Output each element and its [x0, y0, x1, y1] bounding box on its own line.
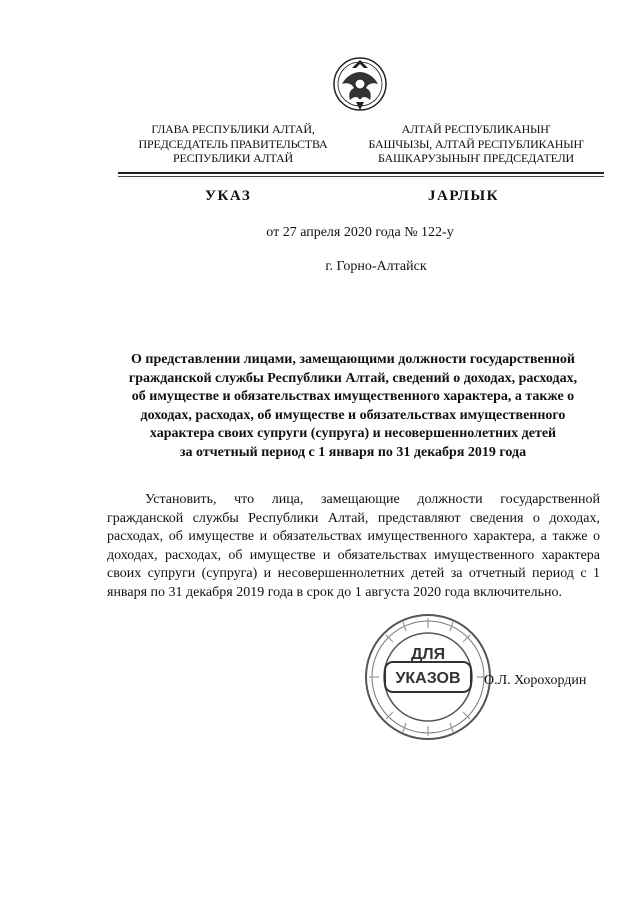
stamp-line-1: ДЛЯ — [410, 646, 446, 663]
subject-line: об имуществе и обязательствах имущественного характера, а также о — [131, 389, 575, 405]
header-divider-thin — [118, 176, 604, 177]
header-divider — [118, 172, 604, 174]
header-left-line: ГЛАВА РЕСПУБЛИКИ АЛТАЙ, — [151, 122, 315, 136]
doc-subject — [100, 351, 606, 463]
subject-line: гражданской службы Республики Алтай, сведений о доходах, расходах, — [128, 370, 578, 386]
doc-body: Установить, что лица, замещающие должности государственной гражданской службы Республики Алтай, представляют сведения о доходах, расходах, об имуществе и обязательствах имущественного характера, а также о доходах, расходах, об имуществе и обязательствах имущественного характера своих супруги (супруга) и несовершеннолетних детей за отчетный период с 1 января по 31 декабря 2019 года в срок до 1 августа 2020 года включительно. — [107, 492, 600, 600]
header-left — [128, 122, 338, 166]
header-right-line: АЛТАЙ РЕСПУБЛИКАНЫҤ — [401, 122, 551, 136]
header-left-line: ПРЕДСЕДАТЕЛЬ ПРАВИТЕЛЬСТВА — [138, 136, 328, 151]
header-right-line: БАШЧЫЗЫ, АЛТАЙ РЕСПУБЛИКАНЫҤ — [368, 136, 584, 151]
doc-type-alt: ЈАРЛЫК — [428, 188, 500, 204]
header-left-line: РЕСПУБЛИКИ АЛТАЙ — [173, 151, 293, 165]
header-right-line: БАШКАРУЗЫНЫҤ ПРЕДСЕДАТЕЛИ — [378, 151, 574, 165]
subject-line: доходах, расходах, об имуществе и обязательствах имущественного — [140, 407, 566, 423]
subject-line: характера своих супруги (супруга) и несовершеннолетних детей — [149, 426, 557, 442]
header-right — [365, 122, 587, 166]
doc-date-number: от 27 апреля 2020 года № 122-у — [266, 225, 454, 240]
official-seal-icon — [363, 612, 493, 742]
signer-name: О.Л. Хорохордин — [484, 673, 587, 688]
republic-emblem-icon — [332, 54, 388, 116]
doc-type-ru: УКАЗ — [205, 188, 252, 204]
stamp-line-2: УКАЗОВ — [395, 670, 461, 687]
subject-line: О представлении лицами, замещающими должности государственной — [131, 352, 575, 367]
subject-line: за отчетный период с 1 января по 31 декабря 2019 года — [179, 444, 527, 460]
doc-city: г. Горно-Алтайск — [325, 259, 427, 274]
